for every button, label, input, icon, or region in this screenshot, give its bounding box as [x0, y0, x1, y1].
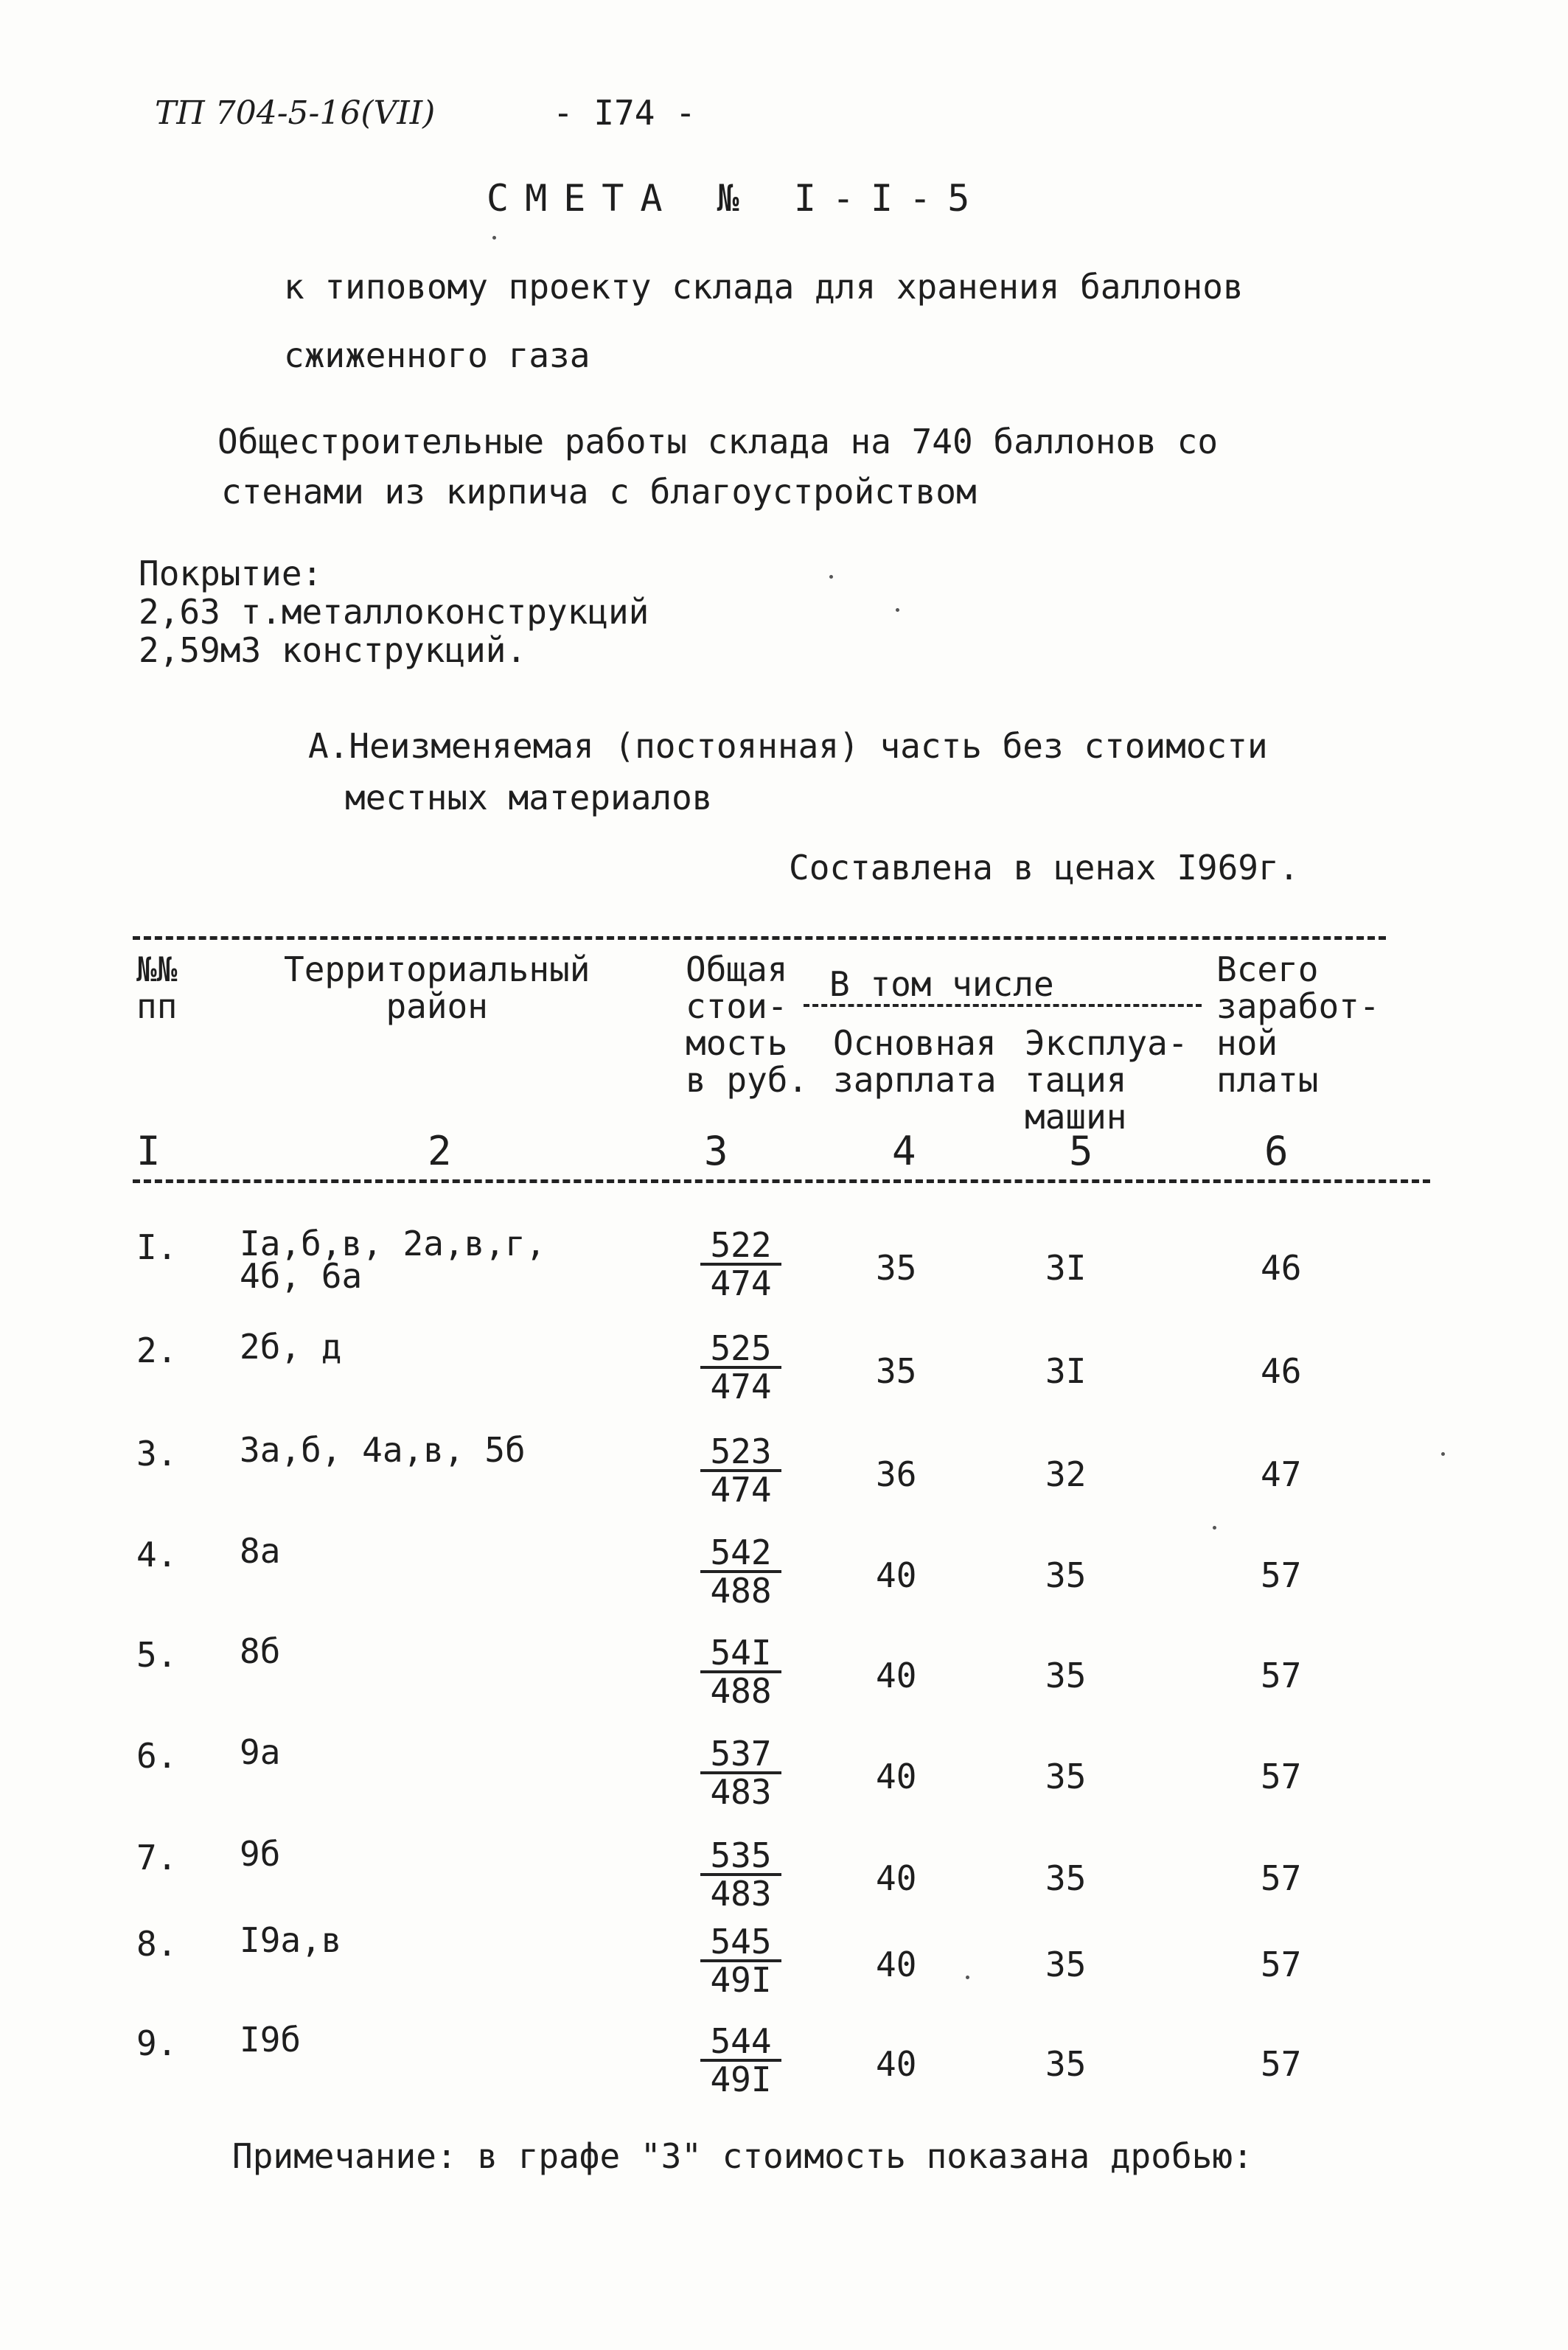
- cost-fraction: [700, 1328, 781, 1406]
- region-line: I9б: [240, 2020, 302, 2060]
- scan-speck: [896, 608, 899, 612]
- cost-bottom: 49I: [710, 1960, 772, 2000]
- roof-block: [139, 554, 649, 669]
- cost-bottom: 49I: [710, 2060, 772, 2099]
- row-region: [240, 1327, 342, 1367]
- total-wage-value: 57: [1261, 1555, 1302, 1595]
- header-wage: Основная зарплата: [833, 1023, 997, 1100]
- cost-fraction: [700, 1835, 781, 1914]
- row-region: [240, 1224, 546, 1296]
- region-line: 4б, 6а: [240, 1256, 363, 1296]
- col-number-2: 2: [428, 1128, 452, 1174]
- machines-value: 35: [1045, 1858, 1087, 1898]
- header-group: В том числе: [829, 964, 1054, 1004]
- section-line-1: А.Неизменяемая (постоянная) часть без стоимости: [308, 726, 1268, 766]
- region-line: I9а,в: [240, 1920, 342, 1960]
- roof-line-1: 2,63 т.металлоконструкций: [139, 592, 649, 632]
- row-region: [240, 2020, 302, 2060]
- wage-value: 40: [876, 1656, 917, 1695]
- header-machines: Эксплуа- тация машин: [1025, 1023, 1188, 1137]
- row-number: 4.: [136, 1535, 178, 1575]
- wage-value: 40: [876, 1757, 917, 1796]
- header-total-wage: Всего заработ- ной платы: [1216, 949, 1380, 1100]
- cost-top: 544: [700, 2023, 781, 2062]
- machines-value: 35: [1045, 1757, 1087, 1796]
- region-line: 3а,б, 4а,в, 5б: [240, 1430, 526, 1470]
- footnote: Примечание: в графе "3" стоимость показана дробью:: [232, 2136, 1253, 2176]
- col-number-4: 4: [892, 1128, 916, 1174]
- row-region: [240, 1631, 281, 1671]
- roof-line-2: 2,59м3 конструкций.: [139, 630, 527, 670]
- cost-top: 545: [700, 1924, 781, 1962]
- cost-fraction: [700, 1533, 781, 1611]
- cost-top: 535: [700, 1838, 781, 1876]
- section-line-2: местных материалов: [345, 778, 713, 817]
- cost-bottom: 488: [710, 1571, 772, 1611]
- wage-value: 35: [876, 1248, 917, 1288]
- cost-bottom: 474: [710, 1367, 772, 1406]
- machines-value: 35: [1045, 2044, 1087, 2084]
- row-number: 7.: [136, 1838, 178, 1877]
- cost-fraction: [700, 1924, 781, 1998]
- cost-fraction: [700, 1736, 781, 1810]
- prices-note: Составлена в ценах I969г.: [789, 848, 1300, 888]
- machines-value: 3I: [1045, 1351, 1087, 1391]
- scan-speck: [1213, 1526, 1216, 1530]
- wage-value: 40: [876, 2044, 917, 2084]
- col-number-3: 3: [704, 1128, 728, 1174]
- cost-top: 54I: [700, 1635, 781, 1673]
- wage-value: 36: [876, 1454, 917, 1494]
- document-code: ТП 704-5-16(VII): [155, 94, 436, 132]
- header-number: №№ пп: [136, 949, 178, 1026]
- total-wage-value: 57: [1261, 1656, 1302, 1695]
- total-wage-value: 57: [1261, 1945, 1302, 1984]
- machines-value: 35: [1045, 1945, 1087, 1984]
- row-number: 5.: [136, 1635, 178, 1675]
- region-line: 8б: [240, 1631, 281, 1671]
- region-line: 8а: [240, 1531, 281, 1571]
- row-region: [240, 1430, 526, 1470]
- header-total-cost: Общая стои- мость в руб.: [686, 949, 809, 1100]
- subtitle-line-1: к типовому проекту склада для хранения баллонов: [284, 267, 1244, 307]
- total-wage-value: 46: [1261, 1248, 1302, 1288]
- row-number: 6.: [136, 1736, 178, 1776]
- machines-value: 3I: [1045, 1248, 1087, 1288]
- header-region: Территориальный район: [284, 949, 590, 1026]
- row-number: 8.: [136, 1924, 178, 1964]
- total-wage-value: 57: [1261, 1858, 1302, 1898]
- table-top-rule: [133, 936, 1386, 940]
- cost-fraction: [700, 1227, 781, 1301]
- work-line-1: Общестроительные работы склада на 740 баллонов со: [217, 422, 1219, 461]
- roof-label: Покрытие:: [139, 554, 323, 593]
- region-line: 9б: [240, 1834, 281, 1874]
- cost-fraction: [700, 2023, 781, 2097]
- cost-bottom: 474: [710, 1263, 772, 1303]
- machines-value: 35: [1045, 1555, 1087, 1595]
- total-wage-value: 47: [1261, 1454, 1302, 1494]
- total-wage-value: 57: [1261, 2044, 1302, 2084]
- col-number-5: 5: [1069, 1128, 1093, 1174]
- cost-top: 525: [700, 1331, 781, 1369]
- scan-speck: [966, 1976, 969, 1979]
- row-region: [240, 1920, 342, 1960]
- page-number: - I74 -: [553, 93, 696, 133]
- total-wage-value: 57: [1261, 1757, 1302, 1796]
- wage-value: 40: [876, 1555, 917, 1595]
- row-region: [240, 1834, 281, 1874]
- estimate-title: СМЕТА № I-I-5: [487, 177, 986, 220]
- cost-top: 537: [700, 1736, 781, 1774]
- subtitle-line-2: сжиженного газа: [284, 335, 590, 375]
- machines-value: 32: [1045, 1454, 1087, 1494]
- cost-fraction: [700, 1635, 781, 1709]
- wage-value: 40: [876, 1858, 917, 1898]
- column-numbers-rule: [133, 1179, 1430, 1183]
- region-line: 2б, д: [240, 1327, 342, 1367]
- scan-speck: [1441, 1452, 1445, 1456]
- scan-speck: [829, 575, 833, 579]
- col-number-1: I: [136, 1128, 161, 1174]
- wage-value: 40: [876, 1945, 917, 1984]
- scan-speck: [492, 236, 496, 240]
- cost-bottom: 483: [710, 1874, 772, 1914]
- cost-bottom: 474: [710, 1470, 772, 1510]
- row-number: I.: [136, 1227, 178, 1267]
- cost-bottom: 488: [710, 1671, 772, 1711]
- row-region: [240, 1531, 281, 1571]
- row-number: 9.: [136, 2023, 178, 2063]
- cost-bottom: 483: [710, 1772, 772, 1812]
- header-group-rule: [804, 1004, 1202, 1007]
- row-number: 2.: [136, 1331, 178, 1370]
- wage-value: 35: [876, 1351, 917, 1391]
- cost-top: 523: [700, 1434, 781, 1472]
- cost-top: 522: [700, 1227, 781, 1266]
- total-wage-value: 46: [1261, 1351, 1302, 1391]
- region-line: 9а: [240, 1732, 281, 1772]
- row-region: [240, 1732, 281, 1772]
- region-line: Iа,б,в, 2а,в,г,: [240, 1224, 546, 1263]
- work-line-2: стенами из кирпича с благоустройством: [221, 472, 977, 512]
- cost-fraction: [700, 1432, 781, 1510]
- col-number-6: 6: [1264, 1128, 1289, 1174]
- machines-value: 35: [1045, 1656, 1087, 1695]
- cost-top: 542: [700, 1535, 781, 1573]
- row-number: 3.: [136, 1434, 178, 1474]
